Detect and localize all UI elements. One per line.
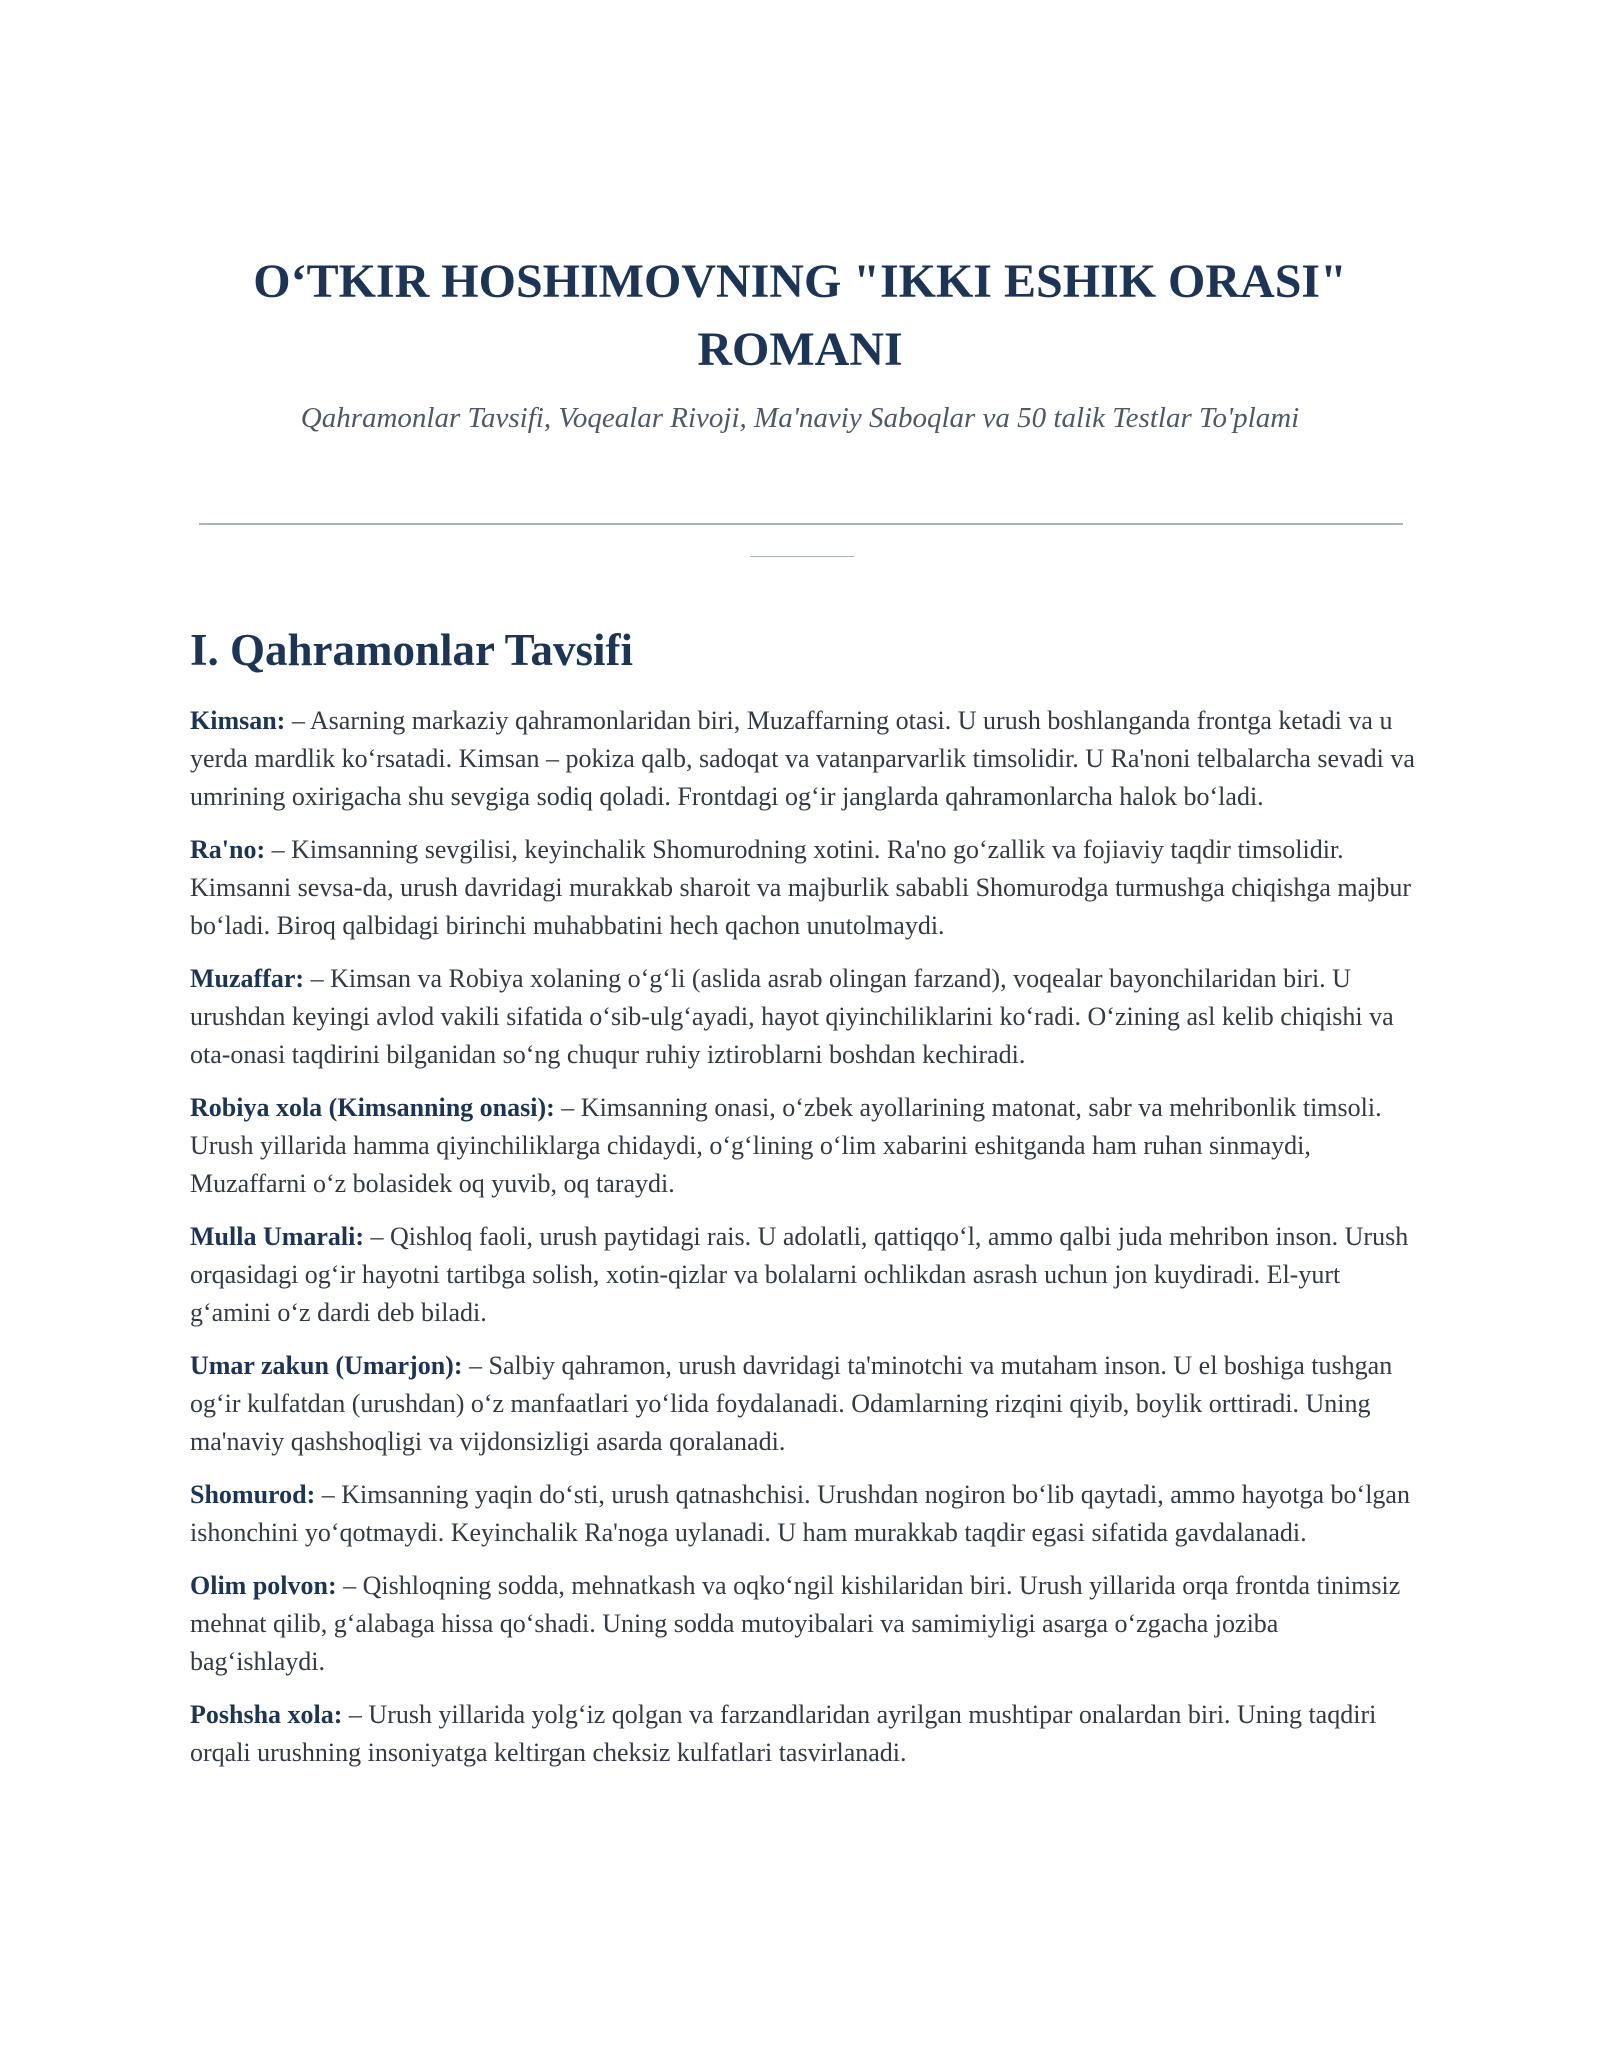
character-description: – Kimsanning yaqin do‘sti, urush qatnashchisi. Urushdan nogiron bo‘lib qaytadi, ammo hayotga bo‘lgan ishonchini yo‘qotmaydi. Keyinchalik Ra'noga uylanadi. U ham murakkab taqdir egasi sifatida gavdalanadi. <box>190 1480 1410 1547</box>
character-list <box>190 702 1415 1787</box>
document-subtitle: Qahramonlar Tavsifi, Voqealar Rivoji, Ma'naviy Saboqlar va 50 talik Testlar To'plami <box>300 402 1300 434</box>
title-divider <box>199 523 1403 525</box>
character-description: – Kimsanning sevgilisi, keyinchalik Shomurodning xotini. Ra'no go‘zallik va fojiaviy taqdir timsolidir. Kimsanni sevsa-da, urush davridagi murakkab sharoit va majburlik sababli Shomurodga turmushga chiqishga majbur bo‘ladi. Biroq qalbidagi birinchi muhabbatini hech qachon unutolmaydi. <box>190 835 1412 940</box>
character-name: Robiya xola (Kimsanning onasi): <box>190 1093 555 1122</box>
character-name: Shomurod: <box>190 1480 316 1509</box>
character-description: – Qishloqning sodda, mehnatkash va oqko‘ngil kishilaridan biri. Urush yillarida orqa frontda tinimsiz mehnat qilib, g‘alabaga hissa qo‘shadi. Uning sodda mutoyibalari va samimiyligi asarga o‘zgacha joziba bag‘ishlaydi. <box>190 1571 1401 1676</box>
character-name: Muzaffar: <box>190 964 305 993</box>
character-entry <box>190 702 1415 816</box>
ornament-divider <box>750 556 854 557</box>
document-title: O‘TKIR HOSHIMOVNING "IKKI ESHIK ORASI" ROMANI <box>253 255 1347 376</box>
character-name: Ra'no: <box>190 835 266 864</box>
character-entry <box>190 1347 1415 1461</box>
section-heading: I. Qahramonlar Tavsifi <box>190 625 634 675</box>
character-entry <box>190 1567 1415 1681</box>
character-description: – Urush yillarida yolg‘iz qolgan va farzandlaridan ayrilgan mushtipar onalardan biri. Uning taqdiri orqali urushning insoniyatga keltirgan cheksiz kulfatlari tasvirlanadi. <box>190 1700 1377 1767</box>
character-description: – Kimsanning onasi, o‘zbek ayollarining matonat, sabr va mehribonlik timsoli. Urush yillarida hamma qiyinchiliklarga chidaydi, o‘g‘lining o‘lim xabarini eshitganda ham ruhan sinmaydi, Muzaffarni o‘z bolasidek oq yuvib, oq taraydi. <box>190 1093 1382 1198</box>
character-entry <box>190 1089 1415 1203</box>
character-name: Umar zakun (Umarjon): <box>190 1351 463 1380</box>
character-entry <box>190 1218 1415 1332</box>
character-entry <box>190 1696 1415 1772</box>
character-name: Poshsha xola: <box>190 1700 343 1729</box>
character-description: – Asarning markaziy qahramonlaridan biri, Muzaffarning otasi. U urush boshlanganda frontga ketadi va u yerda mardlik ko‘rsatadi. Kimsan – pokiza qalb, sadoqat va vatanparvarlik timsolidir. U Ra'noni telbalarcha sevadi va umrining oxirigacha shu sevgiga sodiq qoladi. Frontdagi og‘ir janglarda qahramonlarcha halok bo‘ladi. <box>190 706 1415 811</box>
character-name: Kimsan: <box>190 706 286 735</box>
character-description: – Salbiy qahramon, urush davridagi ta'minotchi va mutaham inson. U el boshiga tushgan og‘ir kulfatdan (urushdan) o‘z manfaatlari yo‘lida foydalanadi. Odamlarning rizqini qiyib, boylik orttiradi. Uning ma'naviy qashshoqligi va vijdonsizligi asarda qoralanadi. <box>190 1351 1393 1456</box>
character-description: – Kimsan va Robiya xolaning o‘g‘li (aslida asrab olingan farzand), voqealar bayonchilaridan biri. U urushdan keyingi avlod vakili sifatida o‘sib-ulg‘ayadi, hayot qiyinchiliklarini ko‘radi. O‘zining asl kelib chiqishi va ota-onasi taqdirini bilganidan so‘ng chuqur ruhiy iztiroblarni boshdan kechiradi. <box>190 964 1394 1069</box>
character-entry <box>190 831 1415 945</box>
character-description: – Qishloq faoli, urush paytidagi rais. U adolatli, qattiqqo‘l, ammo qalbi juda mehribon inson. Urush orqasidagi og‘ir hayotni tartibga solish, xotin-qizlar va bolalarni ochlikdan asrash uchun jon kuydiradi. El-yurt g‘amini o‘z dardi deb biladi. <box>190 1222 1409 1327</box>
character-entry <box>190 1476 1415 1552</box>
character-entry <box>190 960 1415 1074</box>
character-name: Olim polvon: <box>190 1571 337 1600</box>
character-name: Mulla Umarali: <box>190 1222 365 1251</box>
